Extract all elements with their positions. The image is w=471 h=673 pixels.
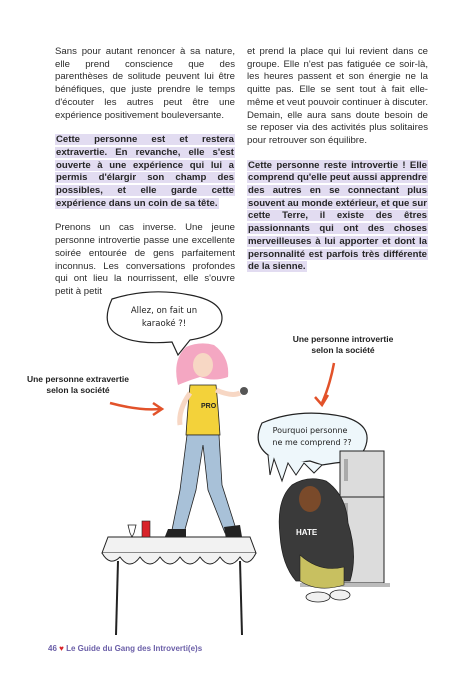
page-number: 46 (48, 644, 57, 653)
heart-icon: ♥ (59, 644, 64, 653)
paragraph: Sans pour autant renoncer à sa nature, elle prend conscience que des parenthèses de solitude peuvent lui être bénéfiques, que juste prendre le temps d'écouter les autres peut être une expérience positivement bouleversante. (55, 46, 235, 121)
label-introvert: Une personne introvertie (292, 334, 394, 344)
extravert-character (164, 343, 248, 539)
paragraph: Prenons un cas inverse. Une jeune personne introvertie passe une excellente soirée entourée de gens parfaitement inconnus. Les conversations profondes qui ont lieu la nourrissent, elle s'ouvre petit à petit (55, 222, 235, 297)
bubble-text: Allez, on fait un (130, 306, 198, 316)
bubble-text: Pourquoi personne (272, 426, 348, 435)
right-text-column (247, 46, 428, 286)
shirt-text: PRO (201, 403, 217, 410)
table (102, 521, 256, 635)
bubble-text: karaoké ?! (141, 319, 187, 329)
bubble-text: ne me comprend ?? (272, 438, 352, 447)
left-text-column (55, 46, 235, 311)
label-introvert: selon la société (311, 345, 375, 355)
highlighted-paragraph: Cette personne est et restera extravertie. En revanche, elle s'est ouverte à une expérience qui lui a permis d'élargir son champ des possibles, et elle garde cette expérience dans un coin de sa tête. (56, 134, 234, 209)
highlighted-paragraph: Cette personne reste introvertie ! Elle comprend qu'elle peut aussi apprendre des autres en se connectant plus souvent au monde extérieur, et que sur cette Terre, il existe des êtres passionnants qui ont des choses merveilleuses à lui apporter et dont la personnalité est parfois très différente de la sienne. (248, 159, 427, 273)
label-extravert: selon la société (46, 385, 110, 395)
comic-illustration (0, 285, 471, 645)
page-footer (48, 644, 202, 653)
label-extravert: Une personne extravertie (26, 374, 130, 384)
book-title: Le Guide du Gang des Introverti(e)s (66, 644, 203, 653)
paragraph: et prend la place qui lui revient dans ce groupe. Elle n'est pas fatiguée ce soir-là, les heures passent et son énergie ne la quitte pas. Elle se sent tout à fait elle-même et veut pouvoir continuer à discuter. Demain, elle aura sans doute besoin de se reposer via des activités plus solitaires pour retrouver son équilibre. (247, 46, 428, 146)
shirt-text: HATE (296, 528, 318, 537)
